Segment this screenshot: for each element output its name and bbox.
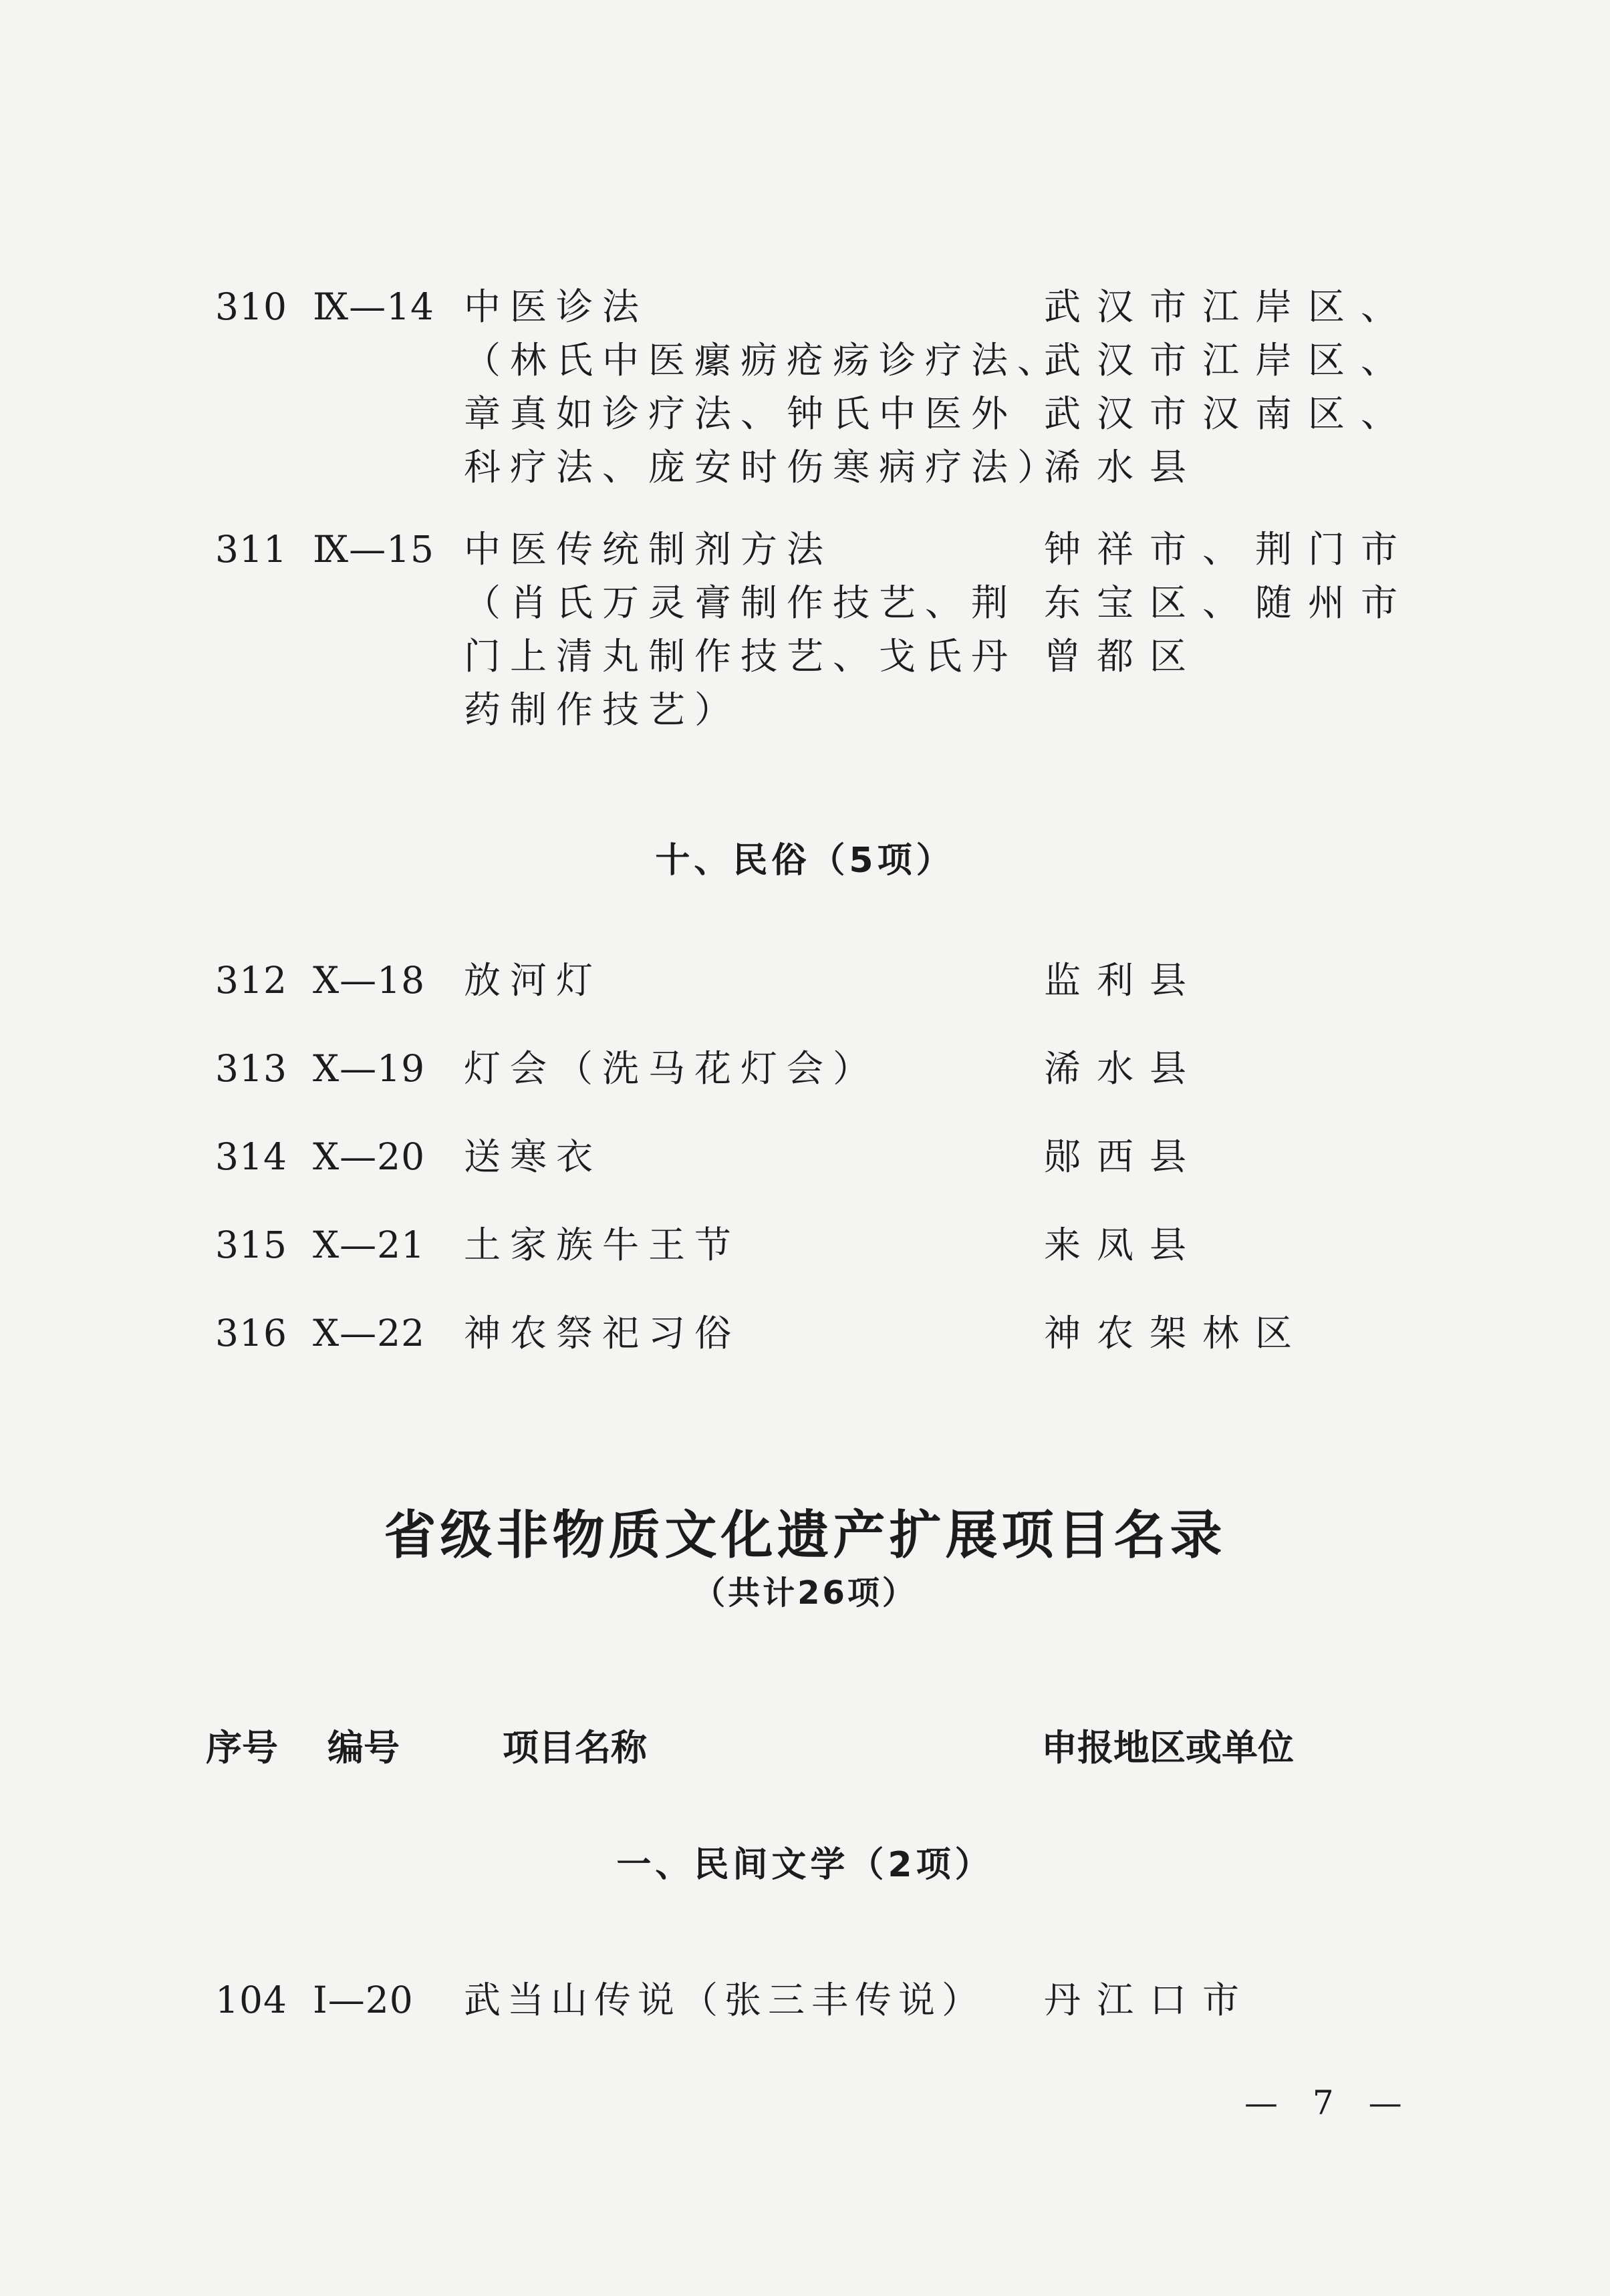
entry-region-line: 钟祥市、荆门市 xyxy=(1044,528,1414,571)
page-title: 省级非物质文化遗产扩展项目名录 xyxy=(384,1505,1226,1566)
entry-name-line: 中医传统制剂方法 xyxy=(464,528,833,571)
entry-code: Ⅹ—19 xyxy=(313,1047,426,1090)
section-heading-folk: 十、民俗（5项） xyxy=(655,841,955,881)
entry-name: 武当山传说（张三丰传说） xyxy=(464,1979,986,2021)
entry-region: 来凤县 xyxy=(1044,1224,1203,1266)
entry-number: 315 xyxy=(215,1224,287,1266)
entry-code: Ⅰ—20 xyxy=(313,1979,414,2021)
entry-name: 放河灯 xyxy=(464,959,603,1002)
entry-code: Ⅸ—14 xyxy=(313,285,435,328)
page-subtitle: （共计26项） xyxy=(693,1574,917,1612)
entry-number: 311 xyxy=(215,528,287,571)
entry-name xyxy=(464,285,1064,503)
entry-number: 314 xyxy=(215,1135,287,1178)
entry-name xyxy=(464,528,1018,745)
entry-code: Ⅹ—18 xyxy=(313,959,426,1002)
entry-name: 神农祭祀习俗 xyxy=(464,1312,741,1354)
page-number: — 7 — xyxy=(1244,2084,1414,2122)
section-heading-literature: 一、民间文学（2项） xyxy=(616,1845,994,1885)
entry-name-line: 药制作技艺） xyxy=(464,688,741,731)
entry-code: Ⅸ—15 xyxy=(313,528,435,571)
entry-region: 郧西县 xyxy=(1044,1135,1203,1178)
entry-name-line: 章真如诊疗法、钟氏中医外 xyxy=(464,392,1018,435)
entry-region-line: 浠水县 xyxy=(1044,446,1203,488)
column-header-name: 项目名称 xyxy=(503,1727,647,1769)
entry-region-line: 武汉市江岸区、 xyxy=(1044,339,1414,382)
entry-region-line: 武汉市汉南区、 xyxy=(1044,392,1414,435)
column-header-region: 申报地区或单位 xyxy=(1041,1727,1294,1769)
entry-region-line: 东宝区、随州市 xyxy=(1044,581,1414,624)
entry-region-line: 曾都区 xyxy=(1044,635,1203,678)
column-header-number: 序号 xyxy=(206,1727,278,1769)
entry-region xyxy=(1044,285,1414,503)
entry-region: 浠水县 xyxy=(1044,1047,1203,1090)
entry-number: 313 xyxy=(215,1047,287,1090)
entry-region xyxy=(1044,528,1414,692)
entry-number: 316 xyxy=(215,1312,287,1354)
entry-region-line: 武汉市江岸区、 xyxy=(1044,285,1414,328)
entry-name-line: 科疗法、庞安时伤寒病疗法） xyxy=(464,446,1064,488)
entry-region: 神农架林区 xyxy=(1044,1312,1309,1354)
entry-code: Ⅹ—21 xyxy=(313,1224,426,1266)
entry-name: 灯会（洗马花灯会） xyxy=(464,1047,880,1090)
entry-name-line: 中医诊法 xyxy=(464,285,649,328)
entry-name-line: 门上清丸制作技艺、戈氏丹 xyxy=(464,635,1018,678)
column-header-code: 编号 xyxy=(327,1727,400,1769)
entry-code: Ⅹ—22 xyxy=(313,1312,426,1354)
entry-name-line: （林氏中医瘰疬疮疡诊疗法、 xyxy=(464,339,1064,382)
entry-name: 送寒衣 xyxy=(464,1135,603,1178)
entry-region: 丹江口市 xyxy=(1044,1979,1256,2021)
entry-number: 310 xyxy=(215,285,287,328)
entry-name-line: （肖氏万灵膏制作技艺、荆 xyxy=(464,581,1018,624)
entry-number: 104 xyxy=(215,1979,287,2021)
entry-name: 土家族牛王节 xyxy=(464,1224,741,1266)
entry-number: 312 xyxy=(215,959,287,1002)
entry-region: 监利县 xyxy=(1044,959,1203,1002)
entry-code: Ⅹ—20 xyxy=(313,1135,426,1178)
